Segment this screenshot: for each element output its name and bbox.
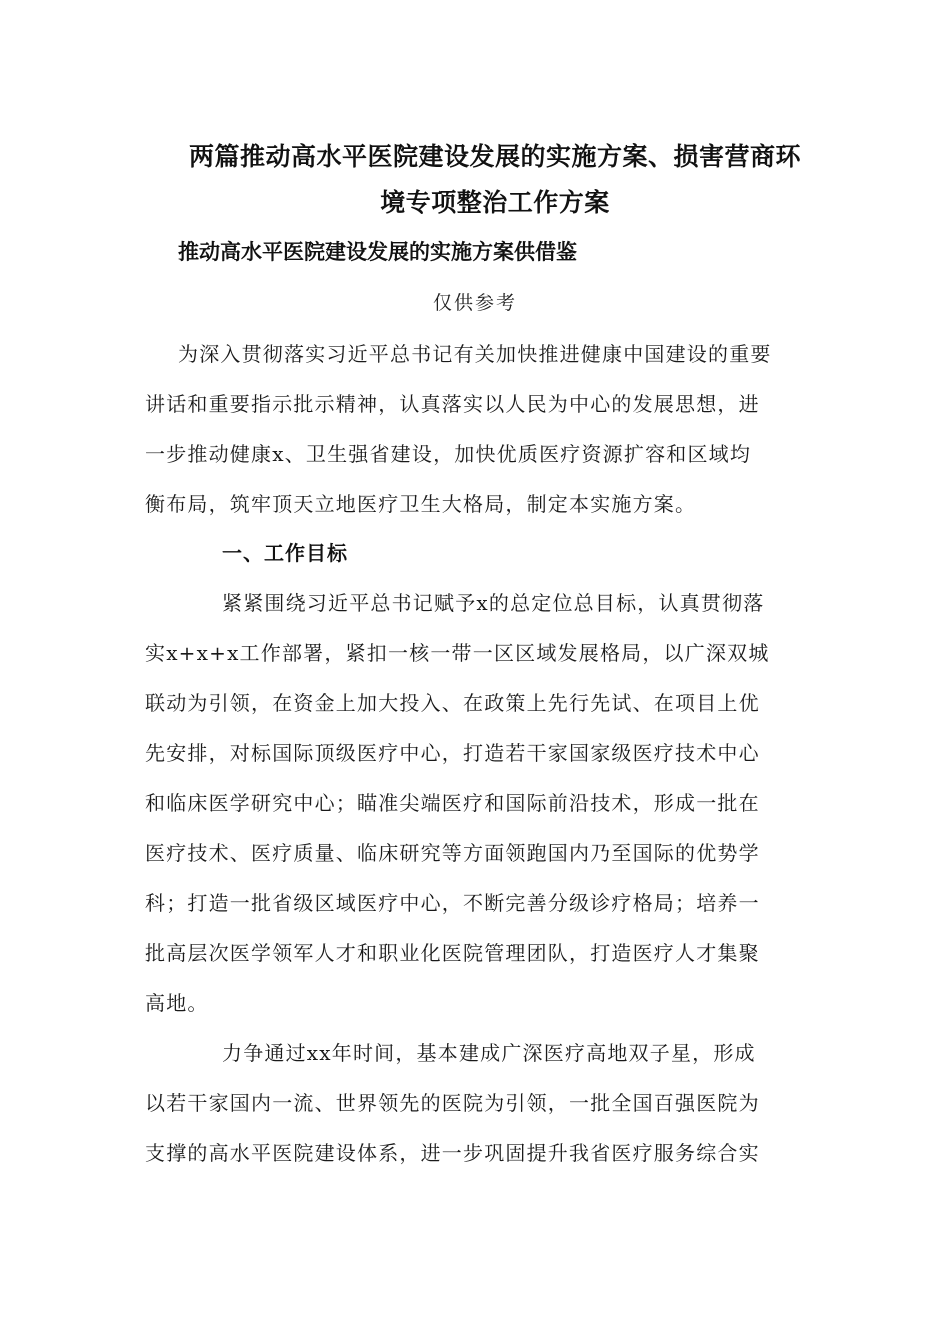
- paragraph-line: 医疗技术、医疗质量、临床研究等方面领跑国内乃至国际的优势学: [145, 841, 760, 865]
- paragraph-line: 紧紧围绕习近平总书记赋予x的总定位总目标，认真贯彻落: [222, 591, 765, 615]
- paragraph-line: 高地。: [145, 991, 209, 1015]
- paragraph-line: 科；打造一批省级区域医疗中心，不断完善分级诊疗格局；培养一: [145, 891, 760, 915]
- paragraph-line: 先安排，对标国际顶级医疗中心，打造若干家国家级医疗技术中心: [145, 741, 760, 765]
- paragraph-line: 以若干家国内一流、世界领先的医院为引领，一批全国百强医院为: [145, 1091, 760, 1115]
- paragraph-line: 力争通过xx年时间，基本建成广深医疗高地双子星，形成: [222, 1041, 756, 1065]
- paragraph-line: 联动为引领，在资金上加大投入、在政策上先行先试、在项目上优: [145, 691, 760, 715]
- document-title-line-2: 境专项整治工作方案: [380, 188, 610, 217]
- section-heading: 一、工作目标: [222, 541, 348, 565]
- document-title-line-1: 两篇推动高水平医院建设发展的实施方案、损害营商环: [188, 142, 801, 171]
- intro-line: 为深入贯彻落实习近平总书记有关加快推进健康中国建设的重要: [178, 342, 772, 366]
- paragraph-line: 实x+x+x工作部署，紧扣一核一带一区区域发展格局，以广深双城: [145, 641, 770, 665]
- intro-line: 衡布局，筑牢顶天立地医疗卫生大格局，制定本实施方案。: [145, 492, 697, 516]
- paragraph-line: 批高层次医学领军人才和职业化医院管理团队，打造医疗人才集聚: [145, 941, 760, 965]
- document-subtitle: 推动高水平医院建设发展的实施方案供借鉴: [178, 240, 577, 264]
- reference-note: 仅供参考: [432, 292, 517, 314]
- intro-line: 一步推动健康x、卫生强省建设，加快优质医疗资源扩容和区域均: [145, 442, 752, 466]
- paragraph-line: 支撑的高水平医院建设体系，进一步巩固提升我省医疗服务综合实: [145, 1141, 760, 1165]
- paragraph-line: 和临床医学研究中心；瞄准尖端医疗和国际前沿技术，形成一批在: [145, 791, 760, 815]
- intro-line: 讲话和重要指示批示精神，认真落实以人民为中心的发展思想，进: [145, 392, 760, 416]
